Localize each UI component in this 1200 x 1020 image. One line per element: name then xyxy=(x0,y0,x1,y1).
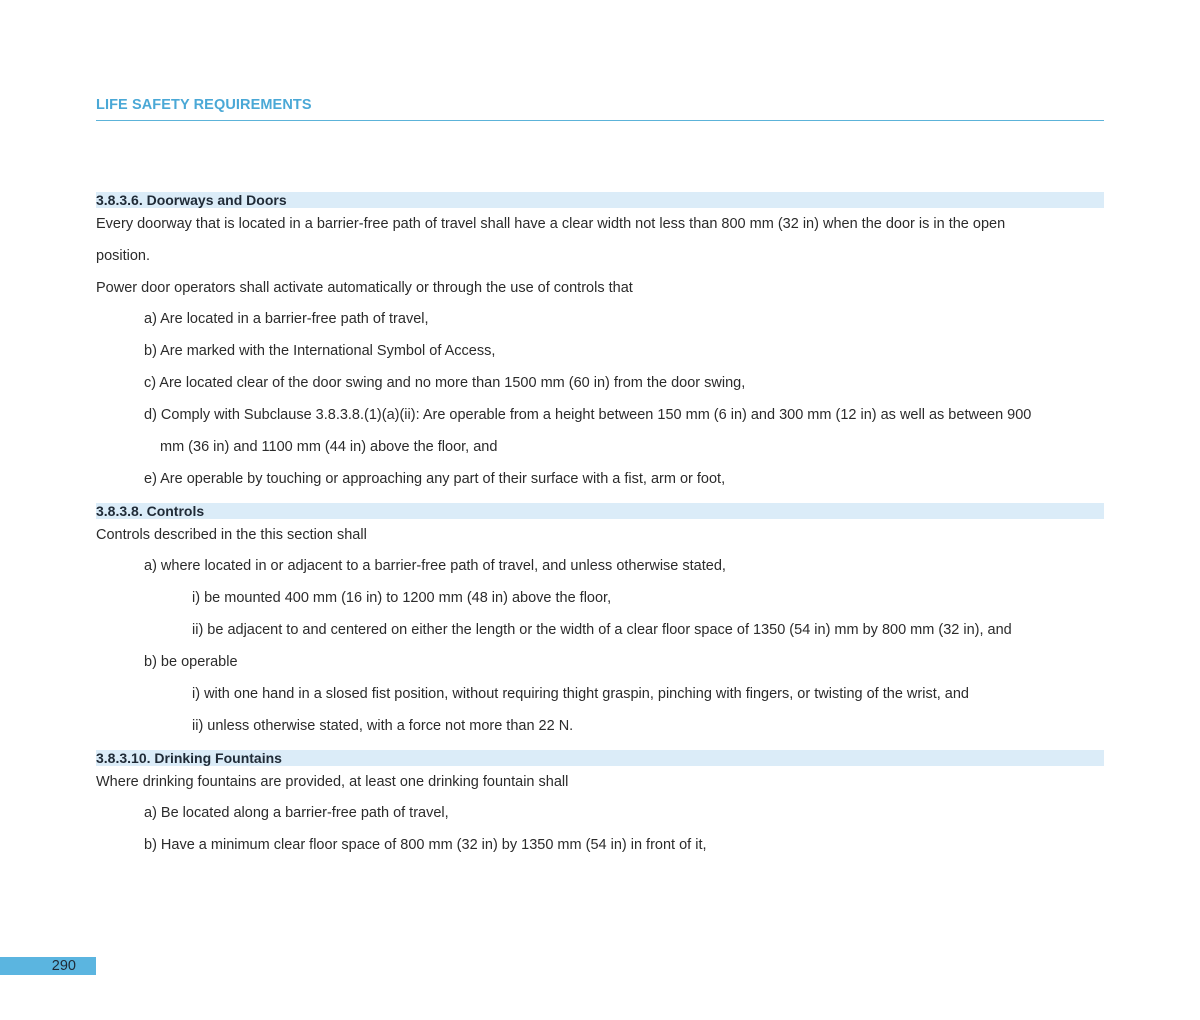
list-item: b) Are marked with the International Symbol of Access, xyxy=(144,343,496,359)
paragraph: Power door operators shall activate automatically or through the use of controls that xyxy=(96,280,633,296)
list-item: b) Have a minimum clear floor space of 800 mm (32 in) by 1350 mm (54 in) in front of it, xyxy=(144,837,707,853)
list-item: a) Are located in a barrier-free path of travel, xyxy=(144,311,429,327)
sub-list-item: ii) unless otherwise stated, with a force not more than 22 N. xyxy=(192,718,574,734)
list-item: a) where located in or adjacent to a barrier-free path of travel, and unless otherwise stated, xyxy=(144,558,726,574)
section-heading: 3.8.3.10. Drinking Fountains xyxy=(96,750,1104,766)
section-heading: 3.8.3.8. Controls xyxy=(96,503,1104,519)
list-item: e) Are operable by touching or approaching any part of their surface with a fist, arm or foot, xyxy=(144,471,726,487)
list-item: c) Are located clear of the door swing and no more than 1500 mm (60 in) from the door swing, xyxy=(144,375,746,391)
section-heading: 3.8.3.6. Doorways and Doors xyxy=(96,192,1104,208)
list-item: b) be operable xyxy=(144,654,238,670)
sub-list-item: i) be mounted 400 mm (16 in) to 1200 mm (48 in) above the floor, xyxy=(192,590,612,606)
running-header xyxy=(96,96,1104,121)
page-number-tab xyxy=(0,957,96,975)
sub-list-item: ii) be adjacent to and centered on either the length or the width of a clear floor space of 1350 (54 in) mm by 800 mm (32 in), and xyxy=(192,622,1012,638)
section-drinking-fountains xyxy=(96,750,1104,861)
paragraph: Controls described in the this section shall xyxy=(96,527,367,543)
paragraph-continuation: position. xyxy=(96,248,151,264)
paragraph: Every doorway that is located in a barrier-free path of travel shall have a clear width not less than 800 mm (32 in) when the door is in the open xyxy=(96,216,1006,232)
list-item: d) Comply with Subclause 3.8.3.8.(1)(a)(ii): Are operable from a height between 150 mm (6 in) and 300 mm (12 in) as well as between 900 xyxy=(144,407,1032,423)
sub-list-item: i) with one hand in a slosed fist position, without requiring thight graspin, pinching with fingers, or twisting of the wrist, and xyxy=(192,686,969,702)
paragraph: Where drinking fountains are provided, at least one drinking fountain shall xyxy=(96,774,569,790)
section-controls xyxy=(96,503,1104,742)
page-content xyxy=(96,192,1104,861)
list-item: a) Be located along a barrier-free path of travel, xyxy=(144,805,449,821)
page-number: 290 xyxy=(51,958,76,974)
list-item-continuation: mm (36 in) and 1100 mm (44 in) above the floor, and xyxy=(160,439,498,455)
section-doorways-and-doors xyxy=(96,192,1104,495)
running-header-title: LIFE SAFETY REQUIREMENTS xyxy=(96,97,312,113)
